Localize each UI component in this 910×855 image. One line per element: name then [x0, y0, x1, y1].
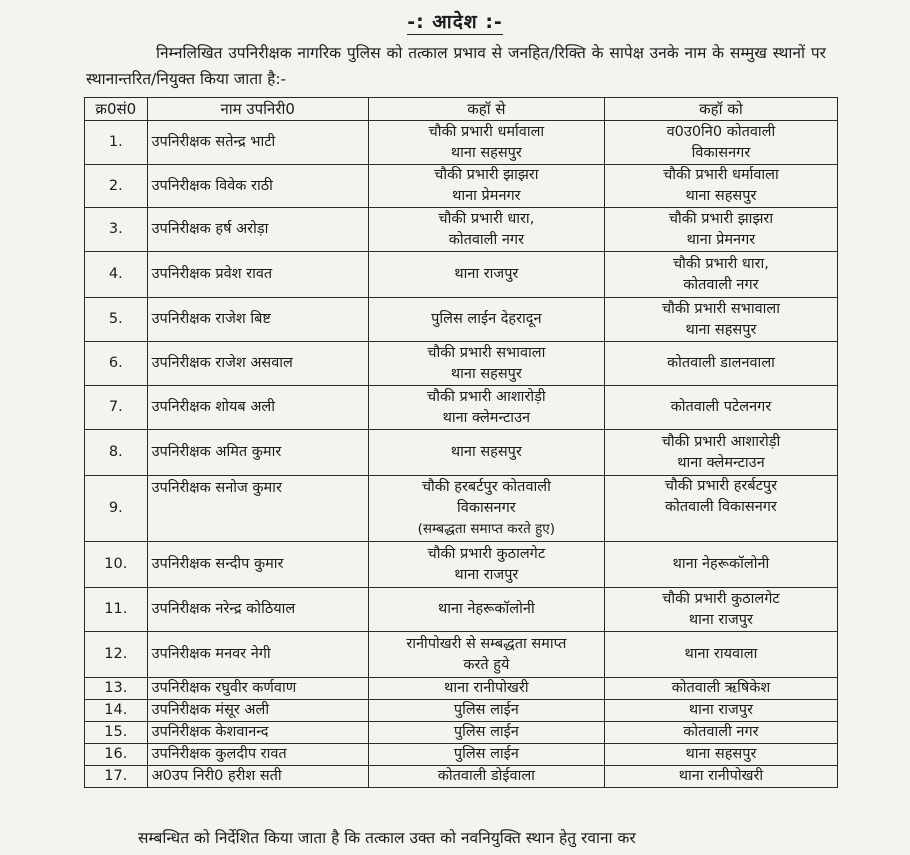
serial-number: 17.: [104, 768, 128, 784]
to-line-2: थाना सहसपुर: [685, 188, 757, 204]
from-line-2: थाना क्लेमन्टाउन: [442, 409, 531, 426]
serial-number: 7.: [108, 399, 123, 415]
cell-serial: [85, 476, 148, 542]
from-line-1: चौकी प्रभारी धारा,: [438, 210, 535, 227]
table-row: [85, 386, 838, 430]
from-line-2: कोतवाली नगर: [448, 231, 524, 248]
to-line-1: थाना नेहरूकॉलोनी: [672, 556, 770, 572]
table-row: [85, 542, 838, 588]
table-row: [85, 700, 838, 722]
table-row: [85, 632, 838, 678]
cell-to: [604, 386, 837, 430]
cell-serial: [85, 700, 148, 722]
header-name: नाम उपनिरी0: [147, 98, 368, 121]
to-line-1: थाना रानीपोखरी: [678, 768, 764, 784]
to-line-1: चौकी प्रभारी हरर्बटपुर: [664, 478, 778, 494]
serial-number: 2.: [108, 177, 123, 194]
officer-name: उपनिरीक्षक केशवानन्द: [151, 724, 269, 740]
cell-serial: [85, 252, 148, 298]
cell-to: [604, 165, 837, 208]
serial-number: 4.: [108, 266, 123, 282]
cell-from: [368, 700, 604, 722]
from-line-2: करते हुये: [463, 656, 510, 673]
serial-number: 5.: [108, 311, 123, 327]
officer-name: उपनिरीक्षक मनवर नेगी: [151, 646, 271, 662]
table-row: [85, 744, 838, 766]
officer-name: उपनिरीक्षक सनोज कुमार: [151, 480, 282, 496]
to-line-1: थाना रायवाला: [684, 646, 758, 662]
cell-officer-name: [147, 430, 368, 476]
officer-name: उपनिरीक्षक मंसूर अली: [151, 702, 270, 718]
to-line-2: थाना सहसपुर: [685, 321, 757, 338]
to-line-1: कोतवाली ऋषिकेश: [671, 680, 771, 696]
cell-from: [368, 430, 604, 476]
to-line-2: थाना क्लेमन्टाउन: [677, 454, 765, 471]
officer-name: उपनिरीक्षक शोयब अली: [151, 399, 275, 415]
table-body: [85, 121, 838, 788]
cell-officer-name: [147, 208, 368, 252]
table-row: [85, 252, 838, 298]
cell-to: [604, 632, 837, 678]
cell-officer-name: [147, 766, 368, 788]
from-line-1: थाना रानीपोखरी: [444, 680, 529, 696]
cell-from: [368, 342, 604, 386]
officer-name: उपनिरीक्षक राजेश बिष्ट: [151, 311, 271, 327]
to-line-2: कोतवाली विकासनगर: [665, 499, 777, 515]
header-to: कहॉ को: [604, 98, 837, 121]
to-line-1: थाना सहसपुर: [685, 746, 757, 762]
serial-number: 13.: [104, 680, 128, 696]
to-line-1: चौकी प्रभारी धर्मावाला: [663, 167, 779, 183]
officer-name: उपनिरीक्षक हर्ष अरोड़ा: [151, 221, 269, 237]
cell-to: [604, 766, 837, 788]
serial-number: 11.: [104, 601, 128, 617]
cell-officer-name: [147, 632, 368, 678]
intro-paragraph: निम्नलिखित उपनिरीक्षक नागरिक पुलिस को तत्काल प्रभाव से जनहित/रिक्ति के सापेक्ष उनके नाम के सम्मुख स्थानों पर स्थानान्तरित/नियुक्त किया जाता है:-: [86, 44, 826, 88]
cell-from: [368, 678, 604, 700]
cell-officer-name: [147, 165, 368, 208]
from-line-1: थाना नेहरूकॉलोनी: [437, 601, 535, 617]
cell-from: [368, 121, 604, 165]
officer-name: उपनिरीक्षक सतेन्द्र भाटी: [151, 134, 276, 150]
table-row: [85, 298, 838, 342]
cell-officer-name: [147, 342, 368, 386]
order-heading: [0, 8, 910, 34]
serial-number: 10.: [104, 556, 128, 572]
from-line-1: चौकी प्रभारी आशारोड़ी: [427, 388, 546, 405]
from-line-1: पुलिस लाईन देहरादून: [431, 311, 542, 327]
cell-serial: [85, 588, 148, 632]
order-heading-text: -: आदेश :-: [407, 11, 503, 33]
cell-to: [604, 542, 837, 588]
cell-officer-name: [147, 588, 368, 632]
from-line-1: थाना राजपुर: [454, 266, 519, 282]
cell-from: [368, 632, 604, 678]
cell-serial: [85, 766, 148, 788]
cell-officer-name: [147, 700, 368, 722]
header-from: कहॉ से: [368, 98, 604, 121]
cell-officer-name: [147, 678, 368, 700]
cell-from: [368, 766, 604, 788]
cell-from: [368, 165, 604, 208]
cell-serial: [85, 632, 148, 678]
cell-from: [368, 744, 604, 766]
from-line-3: (सम्बद्धता समाप्त करते हुए): [417, 521, 556, 537]
from-line-1: पुलिस लाईन: [453, 702, 519, 718]
table-row: [85, 430, 838, 476]
serial-number: 14.: [104, 702, 128, 718]
serial-number: 1.: [108, 134, 123, 150]
cell-officer-name: [147, 386, 368, 430]
to-line-1: व0उ0नि0 कोतवाली: [666, 123, 776, 140]
cell-from: [368, 588, 604, 632]
serial-number: 15.: [104, 724, 128, 740]
cell-serial: [85, 342, 148, 386]
transfer-table: [84, 97, 838, 788]
officer-name: उपनिरीक्षक विवेक राठी: [151, 177, 273, 194]
cell-serial: [85, 208, 148, 252]
table-row: [85, 342, 838, 386]
cell-from: [368, 542, 604, 588]
cell-serial: [85, 386, 148, 430]
serial-number: 16.: [104, 746, 128, 762]
cell-from: [368, 208, 604, 252]
cell-serial: [85, 542, 148, 588]
cell-from: [368, 476, 604, 542]
officer-name: उपनिरीक्षक अमित कुमार: [151, 444, 282, 460]
to-line-1: चौकी प्रभारी सभावाला: [661, 300, 780, 317]
from-line-1: चौकी हरबर्टपुर कोतवाली: [421, 479, 551, 495]
from-line-2: थाना प्रेमनगर: [452, 188, 521, 204]
table-row: [85, 722, 838, 744]
cell-serial: [85, 165, 148, 208]
table-row: [85, 208, 838, 252]
from-line-1: थाना सहसपुर: [450, 444, 522, 460]
cell-officer-name: [147, 542, 368, 588]
cell-to: [604, 430, 837, 476]
serial-number: 8.: [108, 444, 123, 460]
from-line-1: चौकी प्रभारी सभावाला: [427, 344, 546, 361]
officer-name: अ0उप निरी0 हरीश सती: [151, 768, 282, 784]
serial-number: 9.: [108, 500, 123, 516]
cell-serial: [85, 121, 148, 165]
from-line-2: थाना सहसपुर: [450, 365, 522, 382]
table-row: [85, 165, 838, 208]
table-row: [85, 121, 838, 165]
table-row: [85, 476, 838, 542]
cell-serial: [85, 678, 148, 700]
cell-officer-name: [147, 252, 368, 298]
from-line-1: कोतवाली डोईवाला: [437, 768, 535, 784]
from-line-1: रानीपोखरी से सम्बद्धता समाप्त: [406, 635, 567, 652]
to-line-1: चौकी प्रभारी धारा,: [672, 255, 769, 272]
from-line-1: चौकी प्रभारी झाझरा: [434, 167, 539, 183]
table-row: [85, 678, 838, 700]
table-row: [85, 766, 838, 788]
cell-officer-name: [147, 476, 368, 542]
cell-to: [604, 678, 837, 700]
from-line-1: चौकी प्रभारी धर्मावाला: [428, 123, 545, 140]
to-line-2: थाना प्रेमनगर: [686, 231, 756, 248]
cell-officer-name: [147, 722, 368, 744]
to-line-1: कोतवाली पटेलनगर: [670, 399, 772, 415]
cell-officer-name: [147, 298, 368, 342]
cell-to: [604, 700, 837, 722]
cell-officer-name: [147, 744, 368, 766]
from-line-2: थाना सहसपुर: [450, 144, 522, 161]
officer-name: उपनिरीक्षक राजेश असवाल: [151, 355, 293, 371]
cell-from: [368, 298, 604, 342]
serial-number: 12.: [104, 646, 128, 662]
cell-officer-name: [147, 121, 368, 165]
cell-serial: [85, 744, 148, 766]
cell-to: [604, 722, 837, 744]
footer-text: सम्बन्धित को निर्देशित किया जाता है कि तत्काल उक्त को नवनियुक्ति स्थान हेतु रवाना कर: [138, 829, 636, 847]
officer-name: उपनिरीक्षक सन्दीप कुमार: [151, 556, 284, 572]
cell-to: [604, 744, 837, 766]
serial-number: 3.: [108, 221, 123, 237]
officer-name: उपनिरीक्षक नरेन्द्र कोठियाल: [151, 601, 296, 617]
from-line-1: पुलिस लाईन: [453, 746, 519, 762]
to-line-1: कोतवाली डालनवाला: [666, 355, 775, 371]
cell-serial: [85, 722, 148, 744]
to-line-1: चौकी प्रभारी कुठालगेट: [662, 590, 780, 607]
to-line-1: चौकी प्रभारी झाझरा: [668, 210, 774, 227]
to-line-1: थाना राजपुर: [688, 702, 753, 718]
cell-to: [604, 208, 837, 252]
cell-from: [368, 252, 604, 298]
cell-to: [604, 252, 837, 298]
from-line-1: चौकी प्रभारी कुठालगेट: [427, 545, 546, 562]
from-line-1: पुलिस लाईन: [453, 724, 519, 740]
cell-from: [368, 722, 604, 744]
officer-name: उपनिरीक्षक प्रवेश रावत: [151, 266, 273, 282]
officer-name: उपनिरीक्षक रघुवीर कर्णवाण: [151, 680, 297, 696]
from-line-2: विकासनगर: [457, 500, 516, 516]
from-line-2: थाना राजपुर: [454, 566, 519, 583]
officer-name: उपनिरीक्षक कुलदीप रावत: [151, 746, 287, 762]
to-line-1: कोतवाली नगर: [683, 724, 759, 740]
cell-from: [368, 386, 604, 430]
cell-to: [604, 588, 837, 632]
cell-to: [604, 476, 837, 542]
table-header-row: [85, 98, 838, 121]
cell-to: [604, 342, 837, 386]
to-line-1: चौकी प्रभारी आशारोड़ी: [661, 433, 781, 450]
header-serial: क्र0सं0: [85, 98, 148, 121]
to-line-2: विकासनगर: [691, 144, 751, 161]
cell-serial: [85, 430, 148, 476]
cell-to: [604, 121, 837, 165]
cell-serial: [85, 298, 148, 342]
to-line-2: थाना राजपुर: [688, 611, 753, 628]
to-line-2: कोतवाली नगर: [683, 276, 759, 293]
serial-number: 6.: [108, 355, 123, 371]
table-row: [85, 588, 838, 632]
cell-to: [604, 298, 837, 342]
